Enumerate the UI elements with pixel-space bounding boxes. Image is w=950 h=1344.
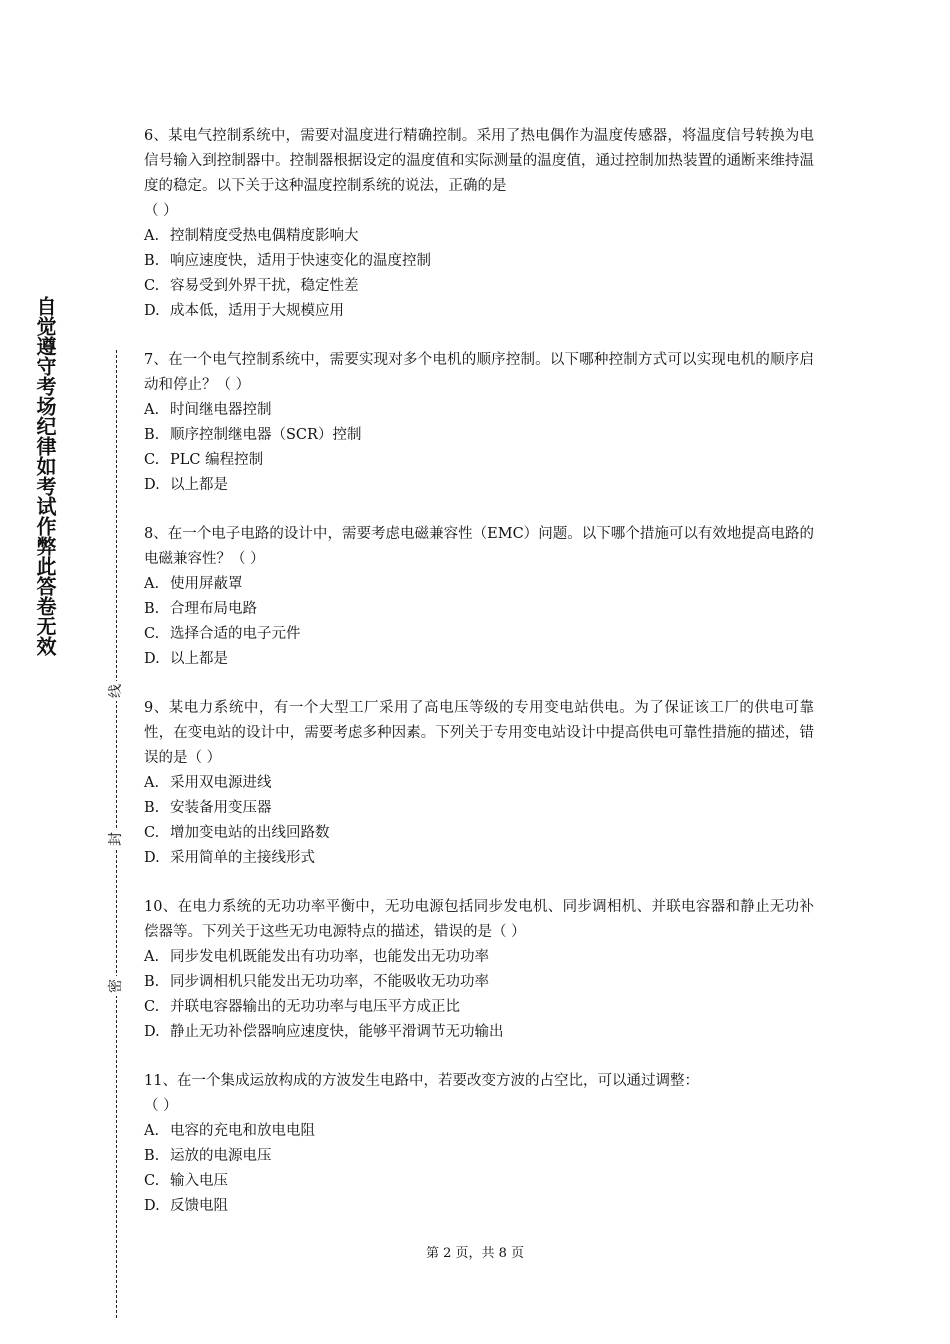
option-d: D. 采用简单的主接线形式	[144, 850, 315, 866]
option-a: A. 时间继电器控制	[144, 402, 272, 418]
option-d: D. 以上都是	[144, 477, 228, 493]
option-a: A. 电容的充电和放电电阻	[144, 1123, 315, 1139]
page-number-footer: 第 2 页，共 8 页	[425, 1246, 525, 1261]
option-a: A. 控制精度受热电偶精度影响大	[144, 228, 359, 244]
option-c: C. 并联电容器输出的无功功率与电压平方成正比	[144, 999, 460, 1015]
question-11	[144, 1069, 814, 1219]
option-b: B. 运放的电源电压	[144, 1148, 272, 1164]
option-d: D. 反馈电阻	[144, 1198, 228, 1214]
option-a: A. 同步发电机既能发出有功功率，也能发出无功功率	[144, 949, 489, 965]
option-d: D. 成本低，适用于大规模应用	[144, 303, 344, 319]
question-stem: 10、在电力系统的无功功率平衡中，无功电源包括同步发电机、同步调相机、并联电容器和静止无功补偿器等。下列关于这些无功电源特点的描述，错误的是（ ）	[144, 899, 814, 940]
option-b: B. 合理布局电路	[144, 601, 257, 617]
option-d: D. 以上都是	[144, 651, 228, 667]
question-6	[144, 124, 814, 324]
question-8	[144, 522, 814, 672]
question-9	[144, 696, 814, 871]
option-c: C. PLC 编程控制	[144, 452, 264, 468]
option-c: C. 增加变电站的出线回路数	[144, 825, 330, 841]
answer-paren: （ ）	[144, 1098, 178, 1114]
option-b: B. 同步调相机只能发出无功功率，不能吸收无功功率	[144, 974, 489, 990]
option-b: B. 响应速度快，适用于快速变化的温度控制	[144, 253, 431, 269]
option-d: D. 静止无功补偿器响应速度快，能够平滑调节无功输出	[144, 1024, 504, 1040]
option-b: B. 安装备用变压器	[144, 800, 272, 816]
binding-label-secret: 密	[105, 976, 127, 996]
answer-paren: （ ）	[144, 203, 178, 219]
option-a: A. 采用双电源进线	[144, 775, 272, 791]
question-10	[144, 895, 814, 1045]
option-c: C. 容易受到外界干扰，稳定性差	[144, 278, 359, 294]
question-stem: 8、在一个电子电路的设计中，需要考虑电磁兼容性（EMC）问题。以下哪个措施可以有效地提高电路的电磁兼容性？（ ）	[144, 526, 814, 567]
question-7	[144, 348, 814, 498]
option-a: A. 使用屏蔽罩	[144, 576, 243, 592]
option-c: C. 输入电压	[144, 1173, 228, 1189]
question-stem: 11、在一个集成运放构成的方波发生电路中，若要改变方波的占空比，可以通过调整： （ ）	[144, 1069, 814, 1119]
question-stem: 6、某电气控制系统中，需要对温度进行精确控制。采用了热电偶作为温度传感器，将温度信号转换为电信号输入到控制器中。控制器根据设定的温度值和实际测量的温度值，通过控制加热装置的通断来维持温度的稳定。以下关于这种温度控制系统的说法，正确的是 （ ）	[144, 124, 814, 224]
binding-label-seal: 封	[105, 829, 127, 849]
question-list	[144, 124, 814, 1243]
question-stem: 7、在一个电气控制系统中，需要实现对多个电机的顺序控制。以下哪种控制方式可以实现电机的顺序启动和停止？（ ）	[144, 352, 814, 393]
exam-discipline-warning: 自觉遵守考场纪律如考试作弊此答卷无效	[33, 296, 57, 656]
binding-label-line: 线	[105, 681, 127, 701]
question-stem: 9、某电力系统中，有一个大型工厂采用了高电压等级的专用变电站供电。为了保证该工厂的供电可靠性，在变电站的设计中，需要考虑多种因素。下列关于专用变电站设计中提高供电可靠性措施的描述，错误的是（ ）	[144, 700, 814, 766]
option-b: B. 顺序控制继电器（SCR）控制	[144, 427, 362, 443]
option-c: C. 选择合适的电子元件	[144, 626, 301, 642]
